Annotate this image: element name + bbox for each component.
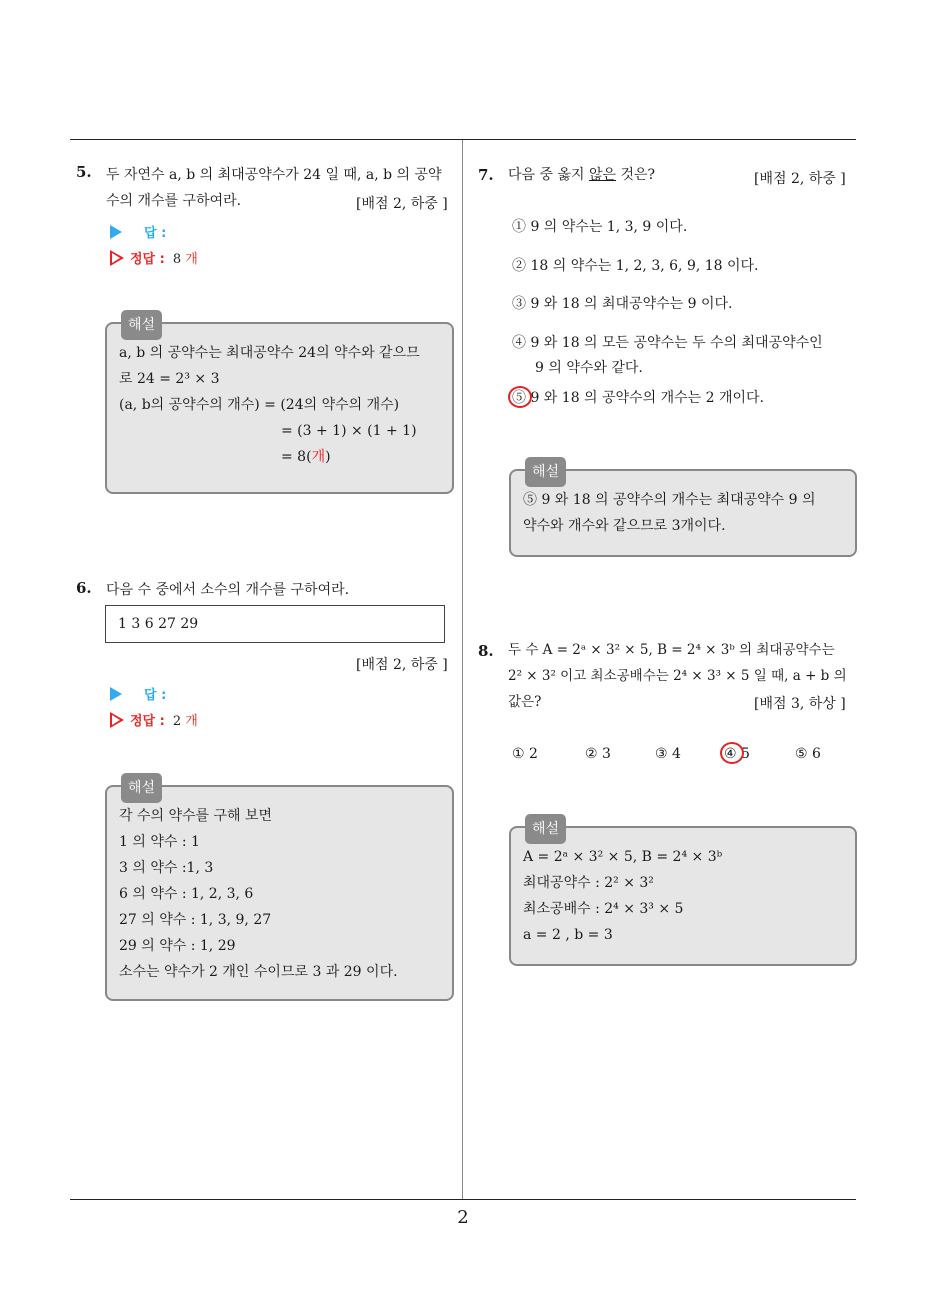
bottom-rule — [70, 1199, 856, 1200]
q6-correct-answer: 2 개 — [172, 714, 198, 729]
column-divider — [462, 140, 463, 1200]
q6-exp-line: 소수는 약수가 2 개인 수이므로 3 과 29 이다. — [119, 964, 398, 980]
q5-number: 5. — [76, 163, 92, 181]
q7-meta: [배점 2, 하중 ] — [754, 171, 846, 187]
q8-explanation-tag: 해설 — [525, 814, 566, 844]
q5-exp-line: a, b 의 공약수는 최대공약수 24의 약수와 같으므 — [119, 345, 420, 361]
play-icon — [110, 687, 122, 701]
q8-choice-5[interactable]: ⑤ 6 — [795, 746, 821, 762]
q5-exp-line: 로 24 = 2³ × 3 — [119, 371, 220, 387]
q6-correct-label: 정답 : — [130, 714, 165, 729]
q8-exp-line: a = 2 , b = 3 — [523, 927, 613, 943]
triangle-outline-icon — [110, 250, 124, 266]
q5-correct-label: 정답 : — [130, 252, 165, 267]
q8-choice-1[interactable]: ① 2 — [512, 746, 538, 762]
q6-answer-label: 답 : — [144, 688, 167, 703]
q5-correct-answer: 8 개 — [172, 252, 198, 267]
q7-choice-3[interactable]: ③ 9 와 18 의 최대공약수는 9 이다. — [512, 296, 733, 312]
q7-number: 7. — [478, 166, 494, 184]
q6-exp-line: 29 의 약수 : 1, 29 — [119, 938, 236, 954]
q5-answer-line — [110, 222, 166, 241]
q5-explanation — [105, 317, 454, 494]
q8-explanation — [509, 821, 857, 966]
q8-line1: 두 수 A = 2ᵃ × 3² × 5, B = 2⁴ × 3ᵇ 의 최대공약수는 — [508, 642, 835, 658]
q8-choice-3[interactable]: ③ 4 — [655, 746, 681, 762]
q5-exp-line: = 8(개) — [281, 449, 331, 465]
q8-number: 8. — [478, 642, 494, 660]
q8-exp-line: 최대공약수 : 2² × 3² — [523, 875, 654, 891]
q7-choice-1[interactable]: ① 9 의 약수는 1, 3, 9 이다. — [512, 219, 688, 235]
q5-answer-label: 답 : — [144, 226, 167, 241]
q7-answer-circle — [508, 386, 532, 408]
q7-exp-line: 약수와 개수와 같으므로 3개이다. — [523, 518, 726, 534]
q7-choice-4-cont: 9 의 약수와 같다. — [535, 360, 643, 376]
q8-choice-4[interactable]: ④ 5 — [724, 746, 750, 762]
q7-choice-5[interactable]: ⑤ 9 와 18 의 공약수의 개수는 2 개이다. — [512, 390, 764, 406]
q8-meta: [배점 3, 하상 ] — [754, 696, 846, 712]
q5-explanation-tag: 해설 — [121, 310, 162, 340]
q8-choice-2[interactable]: ② 3 — [585, 746, 611, 762]
q6-answer-line — [110, 684, 166, 703]
q8-exp-line: 최소공배수 : 2⁴ × 3³ × 5 — [523, 901, 684, 917]
q6-meta: [배점 2, 하중 ] — [356, 657, 448, 673]
q6-explanation — [105, 780, 454, 1001]
q6-number-box: 1 3 6 27 29 — [105, 605, 445, 643]
q5-line2: 수의 개수를 구하여라. — [106, 193, 242, 209]
top-rule — [70, 139, 856, 140]
q8-line3: 값은? — [508, 694, 542, 710]
q6-number: 6. — [76, 579, 92, 597]
q7-explanation — [509, 464, 857, 557]
play-icon — [110, 225, 122, 239]
q5-line1: 두 자연수 a, b 의 최대공약수가 24 일 때, a, b 의 공약 — [106, 167, 442, 183]
q5-exp-line: (a, b의 공약수의 개수) = (24의 약수의 개수) — [119, 397, 400, 413]
q7-choice-2[interactable]: ② 18 의 약수는 1, 2, 3, 6, 9, 18 이다. — [512, 258, 759, 274]
q7-text: 다음 중 옳지 않은 것은? — [508, 167, 656, 183]
q6-explanation-tag: 해설 — [121, 773, 162, 803]
q5-exp-line: = (3 + 1) × (1 + 1) — [281, 423, 417, 439]
q8-exp-line: A = 2ᵃ × 3² × 5, B = 2⁴ × 3ᵇ — [523, 849, 723, 865]
triangle-outline-icon — [110, 712, 124, 728]
q6-exp-line: 1 의 약수 : 1 — [119, 834, 200, 850]
q6-exp-line: 6 의 약수 : 1, 2, 3, 6 — [119, 886, 254, 902]
q7-choice-4[interactable]: ④ 9 와 18 의 모든 공약수는 두 수의 최대공약수인 — [512, 335, 823, 351]
q6-text: 다음 수 중에서 소수의 개수를 구하여라. — [106, 582, 350, 598]
q8-answer-circle — [720, 742, 744, 764]
page-number: 2 — [457, 1207, 469, 1228]
q5-meta: [배점 2, 하중 ] — [356, 196, 448, 212]
q6-exp-line: 27 의 약수 : 1, 3, 9, 27 — [119, 912, 272, 928]
q6-exp-line: 3 의 약수 :1, 3 — [119, 860, 214, 876]
q6-exp-line: 각 수의 약수를 구해 보면 — [119, 808, 273, 824]
q8-line2: 2² × 3² 이고 최소공배수는 2⁴ × 3³ × 5 일 때, a + b 의 — [508, 668, 847, 684]
q6-correct-line — [110, 710, 198, 729]
q5-correct-line — [110, 248, 198, 267]
q7-exp-line: ⑤ 9 와 18 의 공약수의 개수는 최대공약수 9 의 — [523, 492, 816, 508]
q7-explanation-tag: 해설 — [525, 457, 566, 487]
